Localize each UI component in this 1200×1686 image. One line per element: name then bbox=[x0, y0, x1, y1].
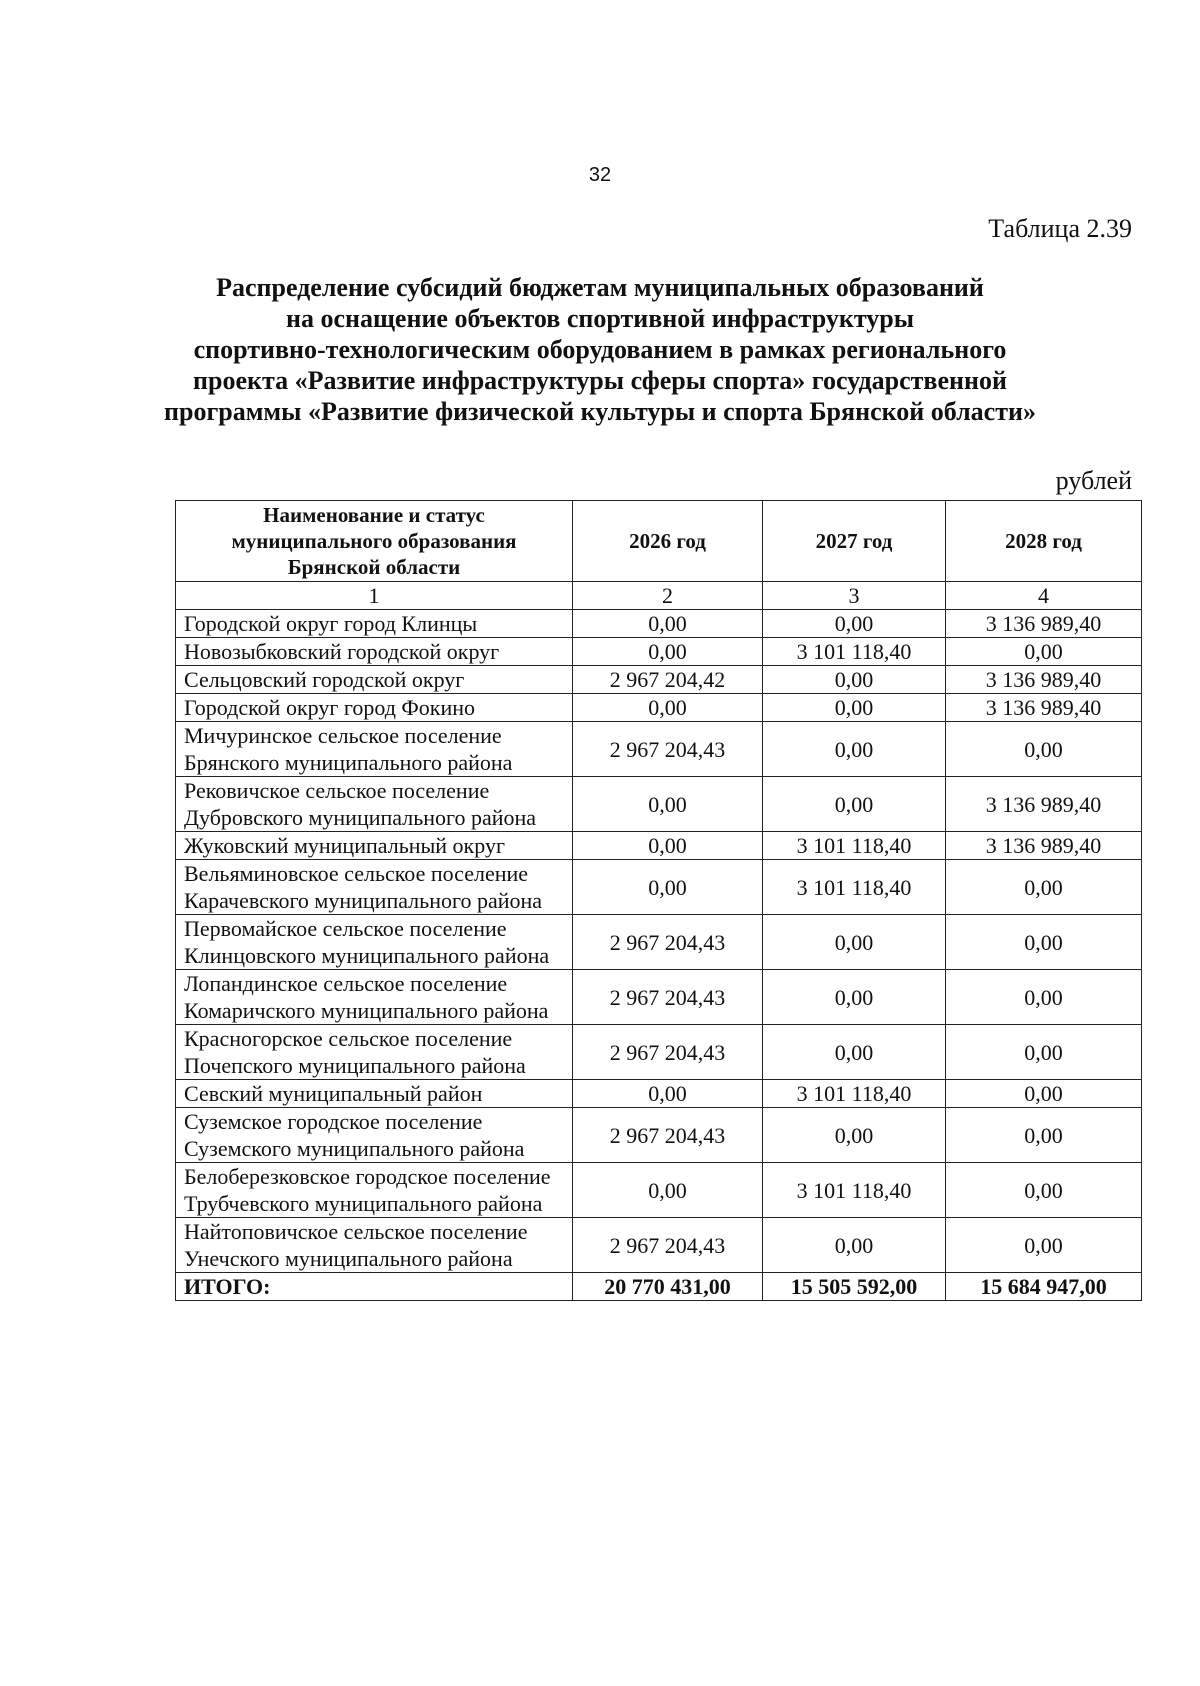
amount-2027: 0,00 bbox=[763, 694, 946, 722]
municipality-name: Мичуринское сельское поселение Брянского муниципального района bbox=[176, 722, 573, 777]
amount-2028: 0,00 bbox=[946, 860, 1142, 915]
municipality-name: Найтоповичское сельское поселение Унечского муниципального района bbox=[176, 1218, 573, 1273]
municipality-name: Новозыбковский городской округ bbox=[176, 638, 573, 666]
table-row bbox=[176, 832, 1142, 860]
municipality-name: Городской округ город Клинцы bbox=[176, 610, 573, 638]
amount-2026: 2 967 204,43 bbox=[573, 915, 763, 970]
document-title bbox=[150, 272, 1050, 427]
amount-2027: 3 101 118,40 bbox=[763, 832, 946, 860]
subsidy-table bbox=[175, 500, 1142, 1301]
amount-2026: 2 967 204,43 bbox=[573, 1025, 763, 1080]
table-label: Таблица 2.39 bbox=[988, 214, 1132, 243]
municipality-name: Рековичское сельское поселение Дубровского муниципального района bbox=[176, 777, 573, 832]
title-line: программы «Развитие физической культуры и спорта Брянской области» bbox=[164, 397, 1036, 426]
title-line: спортивно-технологическим оборудованием в рамках регионального bbox=[193, 335, 1007, 364]
amount-2028: 3 136 989,40 bbox=[946, 777, 1142, 832]
title-line: на оснащение объектов спортивной инфраструктуры bbox=[285, 304, 915, 333]
amount-2028: 0,00 bbox=[946, 970, 1142, 1025]
amount-2026: 0,00 bbox=[573, 610, 763, 638]
table-row bbox=[176, 915, 1142, 970]
title-line: Распределение субсидий бюджетам муниципальных образований bbox=[216, 273, 984, 302]
amount-2026: 0,00 bbox=[573, 638, 763, 666]
amount-2027: 0,00 bbox=[763, 666, 946, 694]
header-2027: 2027 год bbox=[763, 501, 946, 582]
amount-2027: 0,00 bbox=[763, 915, 946, 970]
table-row bbox=[176, 970, 1142, 1025]
municipality-name: Первомайское сельское поселение Клинцовского муниципального района bbox=[176, 915, 573, 970]
amount-2026: 0,00 bbox=[573, 1080, 763, 1108]
municipality-name: Вельяминовское сельское поселение Карачевского муниципального района bbox=[176, 860, 573, 915]
table-row bbox=[176, 1080, 1142, 1108]
municipality-name: Суземское городское поселение Суземского муниципального района bbox=[176, 1108, 573, 1163]
municipality-name: Жуковский муниципальный округ bbox=[176, 832, 573, 860]
amount-2028: 0,00 bbox=[946, 1080, 1142, 1108]
municipality-name: Красногорское сельское поселение Почепского муниципального района bbox=[176, 1025, 573, 1080]
amount-2026: 2 967 204,43 bbox=[573, 722, 763, 777]
amount-2028: 0,00 bbox=[946, 722, 1142, 777]
amount-2027: 3 101 118,40 bbox=[763, 860, 946, 915]
amount-2028: 0,00 bbox=[946, 915, 1142, 970]
amount-2026: 0,00 bbox=[573, 860, 763, 915]
column-number: 3 bbox=[763, 582, 946, 610]
municipality-name: Сельцовский городской округ bbox=[176, 666, 573, 694]
amount-2026: 0,00 bbox=[573, 777, 763, 832]
amount-2027: 3 101 118,40 bbox=[763, 638, 946, 666]
header-2028: 2028 год bbox=[946, 501, 1142, 582]
amount-2028: 3 136 989,40 bbox=[946, 610, 1142, 638]
table-row bbox=[176, 777, 1142, 832]
column-number: 4 bbox=[946, 582, 1142, 610]
amount-2027: 0,00 bbox=[763, 1025, 946, 1080]
amount-2028: 0,00 bbox=[946, 1108, 1142, 1163]
table-row bbox=[176, 694, 1142, 722]
total-2026: 20 770 431,00 bbox=[573, 1273, 763, 1301]
municipality-name: Белоберезковское городское поселение Трубчевского муниципального района bbox=[176, 1163, 573, 1218]
units-label: рублей bbox=[1055, 466, 1132, 495]
amount-2027: 3 101 118,40 bbox=[763, 1163, 946, 1218]
amount-2027: 0,00 bbox=[763, 777, 946, 832]
table-row bbox=[176, 1108, 1142, 1163]
amount-2026: 0,00 bbox=[573, 694, 763, 722]
amount-2026: 0,00 bbox=[573, 1163, 763, 1218]
table-row bbox=[176, 722, 1142, 777]
amount-2026: 2 967 204,43 bbox=[573, 1218, 763, 1273]
table-row bbox=[176, 638, 1142, 666]
amount-2028: 3 136 989,40 bbox=[946, 666, 1142, 694]
amount-2027: 3 101 118,40 bbox=[763, 1080, 946, 1108]
amount-2026: 2 967 204,43 bbox=[573, 1108, 763, 1163]
table-row bbox=[176, 610, 1142, 638]
total-row bbox=[176, 1273, 1142, 1301]
amount-2028: 0,00 bbox=[946, 638, 1142, 666]
amount-2027: 0,00 bbox=[763, 970, 946, 1025]
title-line: проекта «Развитие инфраструктуры сферы спорта» государственной bbox=[193, 366, 1007, 395]
amount-2026: 2 967 204,42 bbox=[573, 666, 763, 694]
table-row bbox=[176, 1025, 1142, 1080]
amount-2027: 0,00 bbox=[763, 610, 946, 638]
column-number: 1 bbox=[176, 582, 573, 610]
municipality-name: Лопандинское сельское поселение Комаричского муниципального района bbox=[176, 970, 573, 1025]
municipality-name: Севский муниципальный район bbox=[176, 1080, 573, 1108]
column-number-row bbox=[176, 582, 1142, 610]
amount-2027: 0,00 bbox=[763, 722, 946, 777]
municipality-name: Городской округ город Фокино bbox=[176, 694, 573, 722]
amount-2028: 0,00 bbox=[946, 1218, 1142, 1273]
amount-2027: 0,00 bbox=[763, 1108, 946, 1163]
table-row bbox=[176, 1218, 1142, 1273]
total-2028: 15 684 947,00 bbox=[946, 1273, 1142, 1301]
amount-2026: 0,00 bbox=[573, 832, 763, 860]
table-row bbox=[176, 860, 1142, 915]
amount-2026: 2 967 204,43 bbox=[573, 970, 763, 1025]
header-row bbox=[176, 501, 1142, 582]
column-number: 2 bbox=[573, 582, 763, 610]
total-label: ИТОГО: bbox=[176, 1273, 573, 1301]
amount-2028: 0,00 bbox=[946, 1025, 1142, 1080]
amount-2028: 3 136 989,40 bbox=[946, 694, 1142, 722]
table-row bbox=[176, 1163, 1142, 1218]
header-2026: 2026 год bbox=[573, 501, 763, 582]
total-2027: 15 505 592,00 bbox=[763, 1273, 946, 1301]
amount-2028: 3 136 989,40 bbox=[946, 832, 1142, 860]
amount-2027: 0,00 bbox=[763, 1218, 946, 1273]
amount-2028: 0,00 bbox=[946, 1163, 1142, 1218]
table-row bbox=[176, 666, 1142, 694]
page-number: 32 bbox=[588, 164, 612, 186]
header-municipality: Наименование и статус муниципального образования Брянской области bbox=[176, 501, 573, 582]
